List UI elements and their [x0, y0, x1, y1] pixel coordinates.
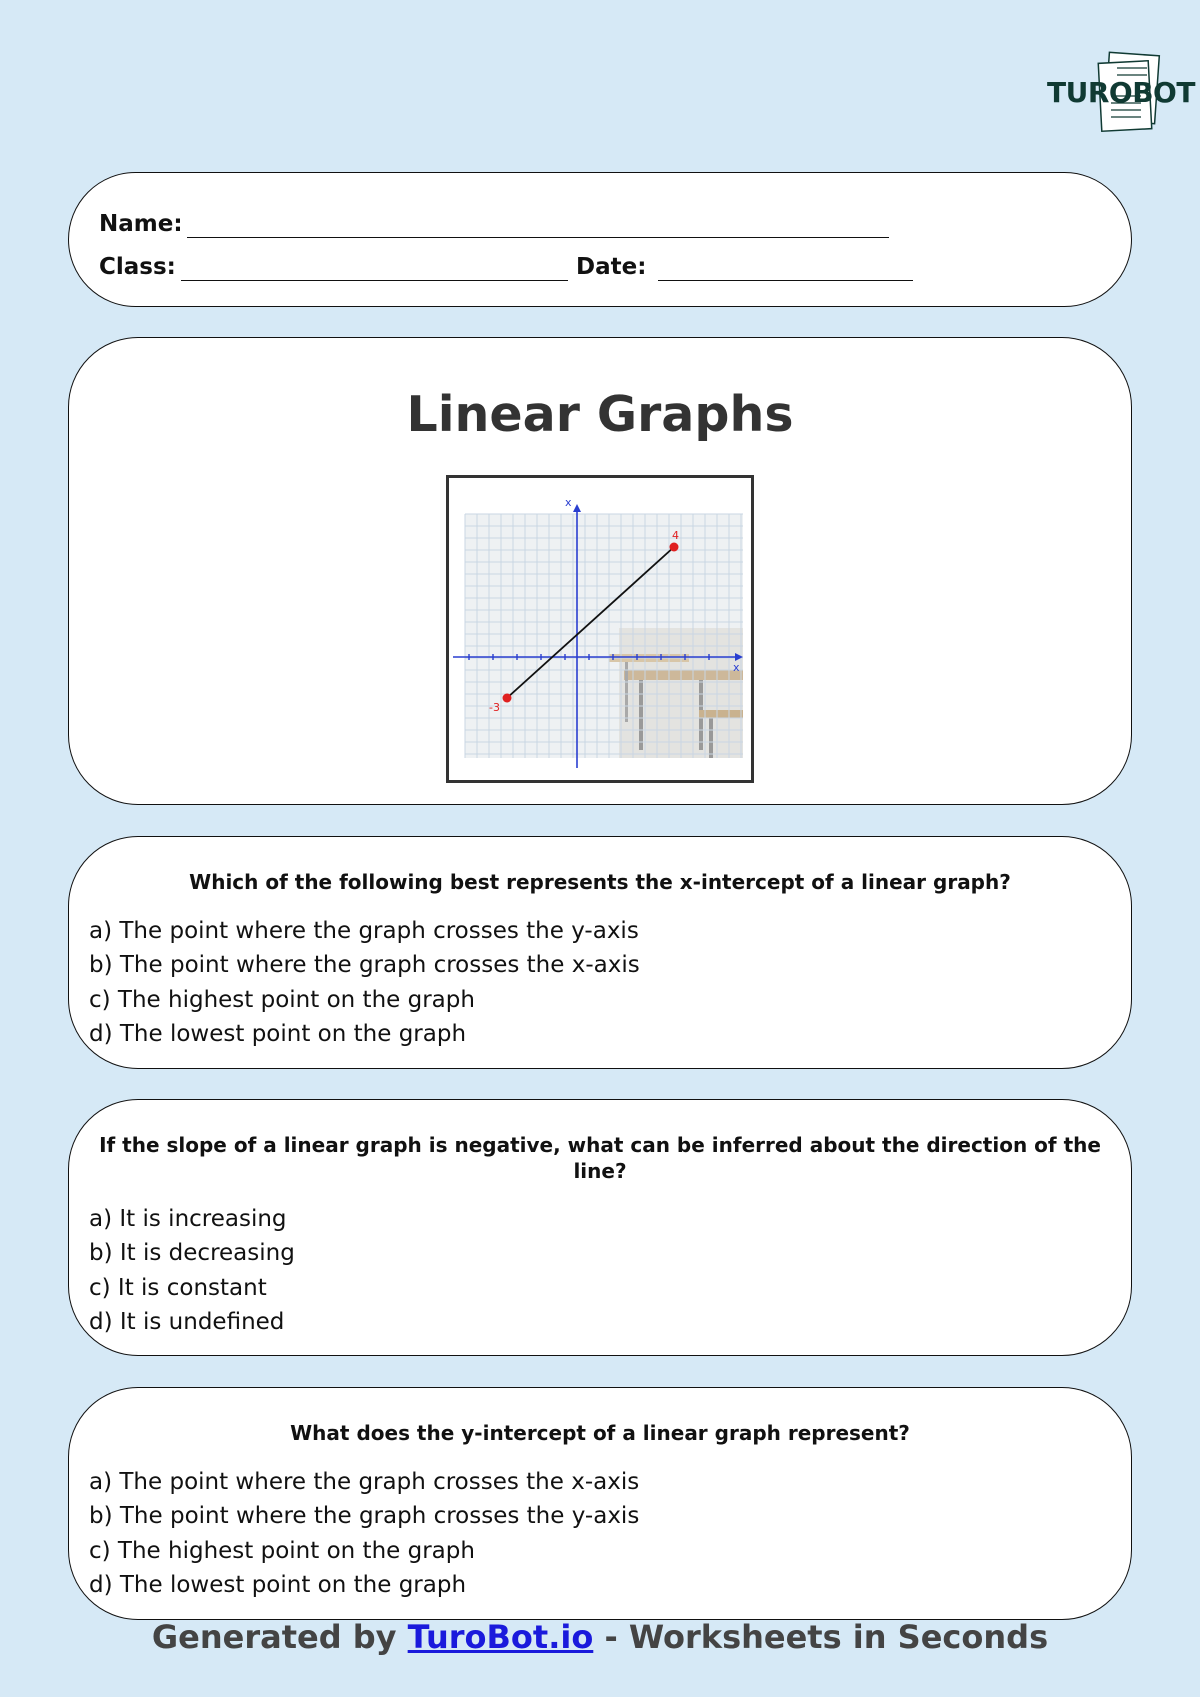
question-card-1	[68, 836, 1132, 1069]
y-axis-label: x	[565, 496, 572, 509]
linear-graph-svg	[449, 478, 751, 780]
answer-option[interactable]: b) The point where the graph crosses the x-axis	[89, 952, 640, 979]
date-field	[576, 254, 646, 280]
end-point	[670, 543, 679, 552]
question-card-3	[68, 1387, 1132, 1620]
answer-option[interactable]: b) The point where the graph crosses the y-axis	[89, 1503, 640, 1530]
class-input-line[interactable]	[181, 280, 568, 281]
title-box	[68, 337, 1132, 805]
x-axis-label: x	[733, 661, 740, 674]
answer-option[interactable]: b) It is decreasing	[89, 1240, 295, 1267]
answer-option[interactable]: c) The highest point on the graph	[89, 986, 475, 1013]
name-label: Name:	[99, 211, 183, 237]
linear-graph-figure	[446, 475, 754, 783]
answer-option[interactable]: d) The lowest point on the graph	[89, 1571, 467, 1598]
question-text: Which of the following best represents the x-intercept of a linear graph?	[189, 870, 1011, 894]
class-label: Class:	[99, 254, 176, 280]
answer-options	[89, 914, 1111, 1051]
answer-options	[89, 1465, 1111, 1602]
question-text: If the slope of a linear graph is negative, what can be inferred about the direction of the line?	[99, 1133, 1101, 1183]
worksheet-title: Linear Graphs	[406, 386, 794, 443]
answer-option[interactable]: c) It is constant	[89, 1274, 267, 1301]
class-field	[99, 254, 176, 280]
footer-suffix: - Worksheets in Seconds	[593, 1618, 1049, 1656]
turobot-logo	[1045, 50, 1195, 138]
date-label: Date:	[576, 254, 647, 280]
date-input-line[interactable]	[658, 280, 913, 281]
answer-option[interactable]: a) The point where the graph crosses the x-axis	[89, 1469, 640, 1495]
answer-option[interactable]: a) It is increasing	[89, 1206, 287, 1232]
answer-option[interactable]: d) It is undefined	[89, 1308, 285, 1335]
turobot-link[interactable]: TuroBot.io	[407, 1618, 594, 1656]
answer-options	[89, 1202, 1111, 1339]
name-input-line[interactable]	[187, 237, 889, 238]
question-card-2	[68, 1099, 1132, 1356]
name-field	[99, 211, 183, 237]
footer	[0, 1618, 1200, 1656]
start-point-label: -3	[489, 701, 500, 714]
start-point	[503, 694, 512, 703]
footer-prefix: Generated by	[151, 1618, 408, 1656]
student-info-box	[68, 172, 1132, 307]
answer-option[interactable]: c) The highest point on the graph	[89, 1537, 475, 1564]
answer-option[interactable]: a) The point where the graph crosses the y-axis	[89, 918, 639, 944]
end-point-label: 4	[672, 529, 679, 542]
answer-option[interactable]: d) The lowest point on the graph	[89, 1020, 467, 1047]
logo-text: TUROBOT	[1047, 76, 1195, 109]
question-text: What does the y-intercept of a linear graph represent?	[290, 1421, 910, 1445]
